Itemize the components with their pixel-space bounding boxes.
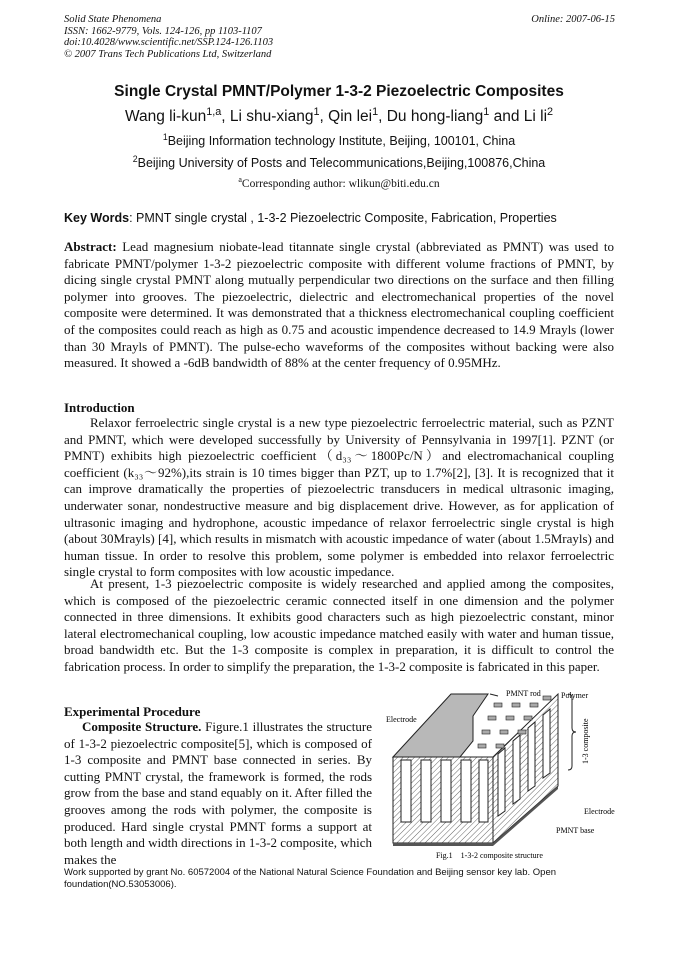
author-sup: 1 bbox=[372, 105, 379, 118]
keywords-label: Key Words bbox=[64, 211, 130, 225]
keywords-text: : PMNT single crystal , 1-3-2 Piezoelectric Composite, Fabrication, Properties bbox=[129, 211, 557, 225]
journal-header bbox=[64, 14, 273, 60]
online-date: Online: 2007-06-15 bbox=[531, 14, 615, 25]
label-electrode-top: Electrode bbox=[386, 715, 417, 724]
sep: , bbox=[319, 108, 329, 125]
sep: , bbox=[221, 108, 230, 125]
label-electrode-bottom: Electrode bbox=[584, 807, 615, 816]
aff-sup: 1 bbox=[162, 131, 168, 142]
abstract-label: Abstract: bbox=[64, 239, 117, 254]
intro-paragraph-2: At present, 1-3 piezoelectric composite is widely researched and applied among the composites, which is composed of the piezoelectric ceramic connected itself in one dimension and the polymer connected in three dimensions. It exhibits good characters such as high piezoelectric constant, minor lateral electromechanical coupling, low acoustic impedance matched easily with water and human tissue, broad bandwidth etc. But the 1-3 composite is complex in preparation, it is difficult to control the fabrication process. In order to simplify the preparation, the 1-3-2 composite is fabricated in this paper. bbox=[64, 576, 614, 674]
aff-text: Beijing Information technology Institute, Beijing, 100101, China bbox=[167, 134, 516, 148]
author-sup: 1 bbox=[483, 105, 490, 118]
paper-title: Single Crystal PMNT/Polymer 1-3-2 Piezoelectric Composites bbox=[114, 83, 564, 100]
experimental-paragraph bbox=[64, 719, 372, 868]
author-list bbox=[0, 105, 678, 126]
author: Du hong-liang bbox=[386, 108, 484, 125]
label-polymer: Polymer bbox=[561, 691, 589, 700]
figure-1 bbox=[378, 686, 628, 866]
paragraph-text: Figure.1 illustrates the structure of 1-3-2 piezoelectric composite[5], which is composed of 1-3 composite and PMNT base connected in series. By cutting PMNT crystal, the framework is formed, the rods grow from the base and stand equably on it. After filled the grooves among the rods with polymer, the composite is produced. Hard single crystal PMNT forms a support at both length and width directions in 1-3-2 composite, which makes the bbox=[64, 719, 372, 867]
author-sup: 1,a bbox=[206, 105, 222, 118]
abstract-text: Lead magnesium niobate-lead titannate single crystal (abbreviated as PMNT) was used to fabricate PMNT/polymer 1-3-2 piezoelectric composite with different volume fractions of PMNT, by dicing single crystal PMNT along mutually perpendicular two directions on the surface and then filling polymer into grooves. The piezoelectric, dielectric and electromechanical properties of the novel composite were determined. It was demonstrated that a thickness electromechanical coupling coefficient of the composites could reach as high as 0.75 and acoustic impendence decreased to 14.9 Mrayls (lower than 30 Mrayls of PMNT). The pulse-echo waveforms of the composites without backing were also measured. It showed a -6dB bandwidth of 88% at the center frequency of 0.95MHz. bbox=[64, 239, 614, 371]
copyright: © 2007 Trans Tech Publications Ltd, Switzerland bbox=[64, 48, 272, 60]
author-sup: 1 bbox=[313, 105, 320, 118]
corr-sup: a bbox=[238, 175, 242, 185]
figure-caption: Fig.1 1-3-2 composite structure bbox=[436, 851, 543, 860]
label-13-composite: 1-3 composite bbox=[581, 718, 590, 764]
author: Wang li-kun bbox=[124, 108, 207, 125]
author: Li li bbox=[523, 108, 548, 125]
label-pmnt-rod: PMNT rod bbox=[506, 689, 541, 698]
corr-text: Corresponding author: wlikun@biti.edu.cn bbox=[241, 178, 440, 190]
footnote: Work supported by grant No. 60572004 of the National Natural Science Foundation and Beijing sensor key lab. Open foundation(NO.53053006). bbox=[64, 867, 557, 890]
keywords bbox=[64, 211, 557, 225]
author-sup: 2 bbox=[547, 105, 554, 118]
rod-leader bbox=[490, 694, 498, 696]
aff-text: Beijing University of Posts and Telecommunications,Beijing,100876,China bbox=[137, 156, 546, 170]
sep: , bbox=[378, 108, 387, 125]
author: Li shu-xiang bbox=[229, 108, 314, 125]
experimental-heading: Experimental Procedure bbox=[64, 704, 201, 719]
affiliation-1 bbox=[0, 131, 678, 148]
subsection-title: Composite Structure. bbox=[82, 719, 202, 734]
sep: and bbox=[489, 108, 524, 125]
affiliation-2 bbox=[0, 153, 678, 170]
doi: doi:10.4028/www.scientific.net/SSP.124-126.1103 bbox=[64, 37, 274, 48]
label-pmnt-base: PMNT base bbox=[556, 826, 595, 835]
abstract bbox=[64, 239, 614, 372]
journal-name: Solid State Phenomena bbox=[64, 14, 162, 25]
aff-sup: 2 bbox=[132, 153, 138, 164]
issn: ISSN: 1662-9779, Vols. 124-126, pp 1103-1107 bbox=[64, 25, 262, 37]
intro-heading: Introduction bbox=[64, 400, 135, 415]
corresponding-author bbox=[0, 175, 678, 190]
author: Qin lei bbox=[328, 108, 373, 125]
composite-structure-diagram bbox=[378, 686, 628, 866]
intro-paragraph-1: Relaxor ferroelectric single crystal is a new type piezoelectric ferroelectric material, such as PZNT and PMNT, which were developed successfully by University of Pennsylvania in 1997[1]. PZNT (or PMNT) exhibits high piezoelectric coefficient（d₃₃～1800Pc/N）and electromachanical coupling coefficient (k₃₃～92%),its strain is 10 times bigger than PZT, up to 1.7%[2], [3]. It is recognized that it can improve dramatically the properties of piezoelectric transducers in medical ultrasonic imaging, underwater sonar, nondestructive measure and big displacement drive. However, as for application of ultrasonic imaging and hydrophone, acoustic impedance of relaxor ferroelectric single crystal is high (about 30Mrayls) [4], which results in mismatch with acoustic impedance of water (about 1.5Mrayls) and human tissue. In order to resolve this problem, some polymer is embedded into relaxor ferroelectric single crystal to form composites with low acoustic impedance. bbox=[64, 415, 614, 580]
